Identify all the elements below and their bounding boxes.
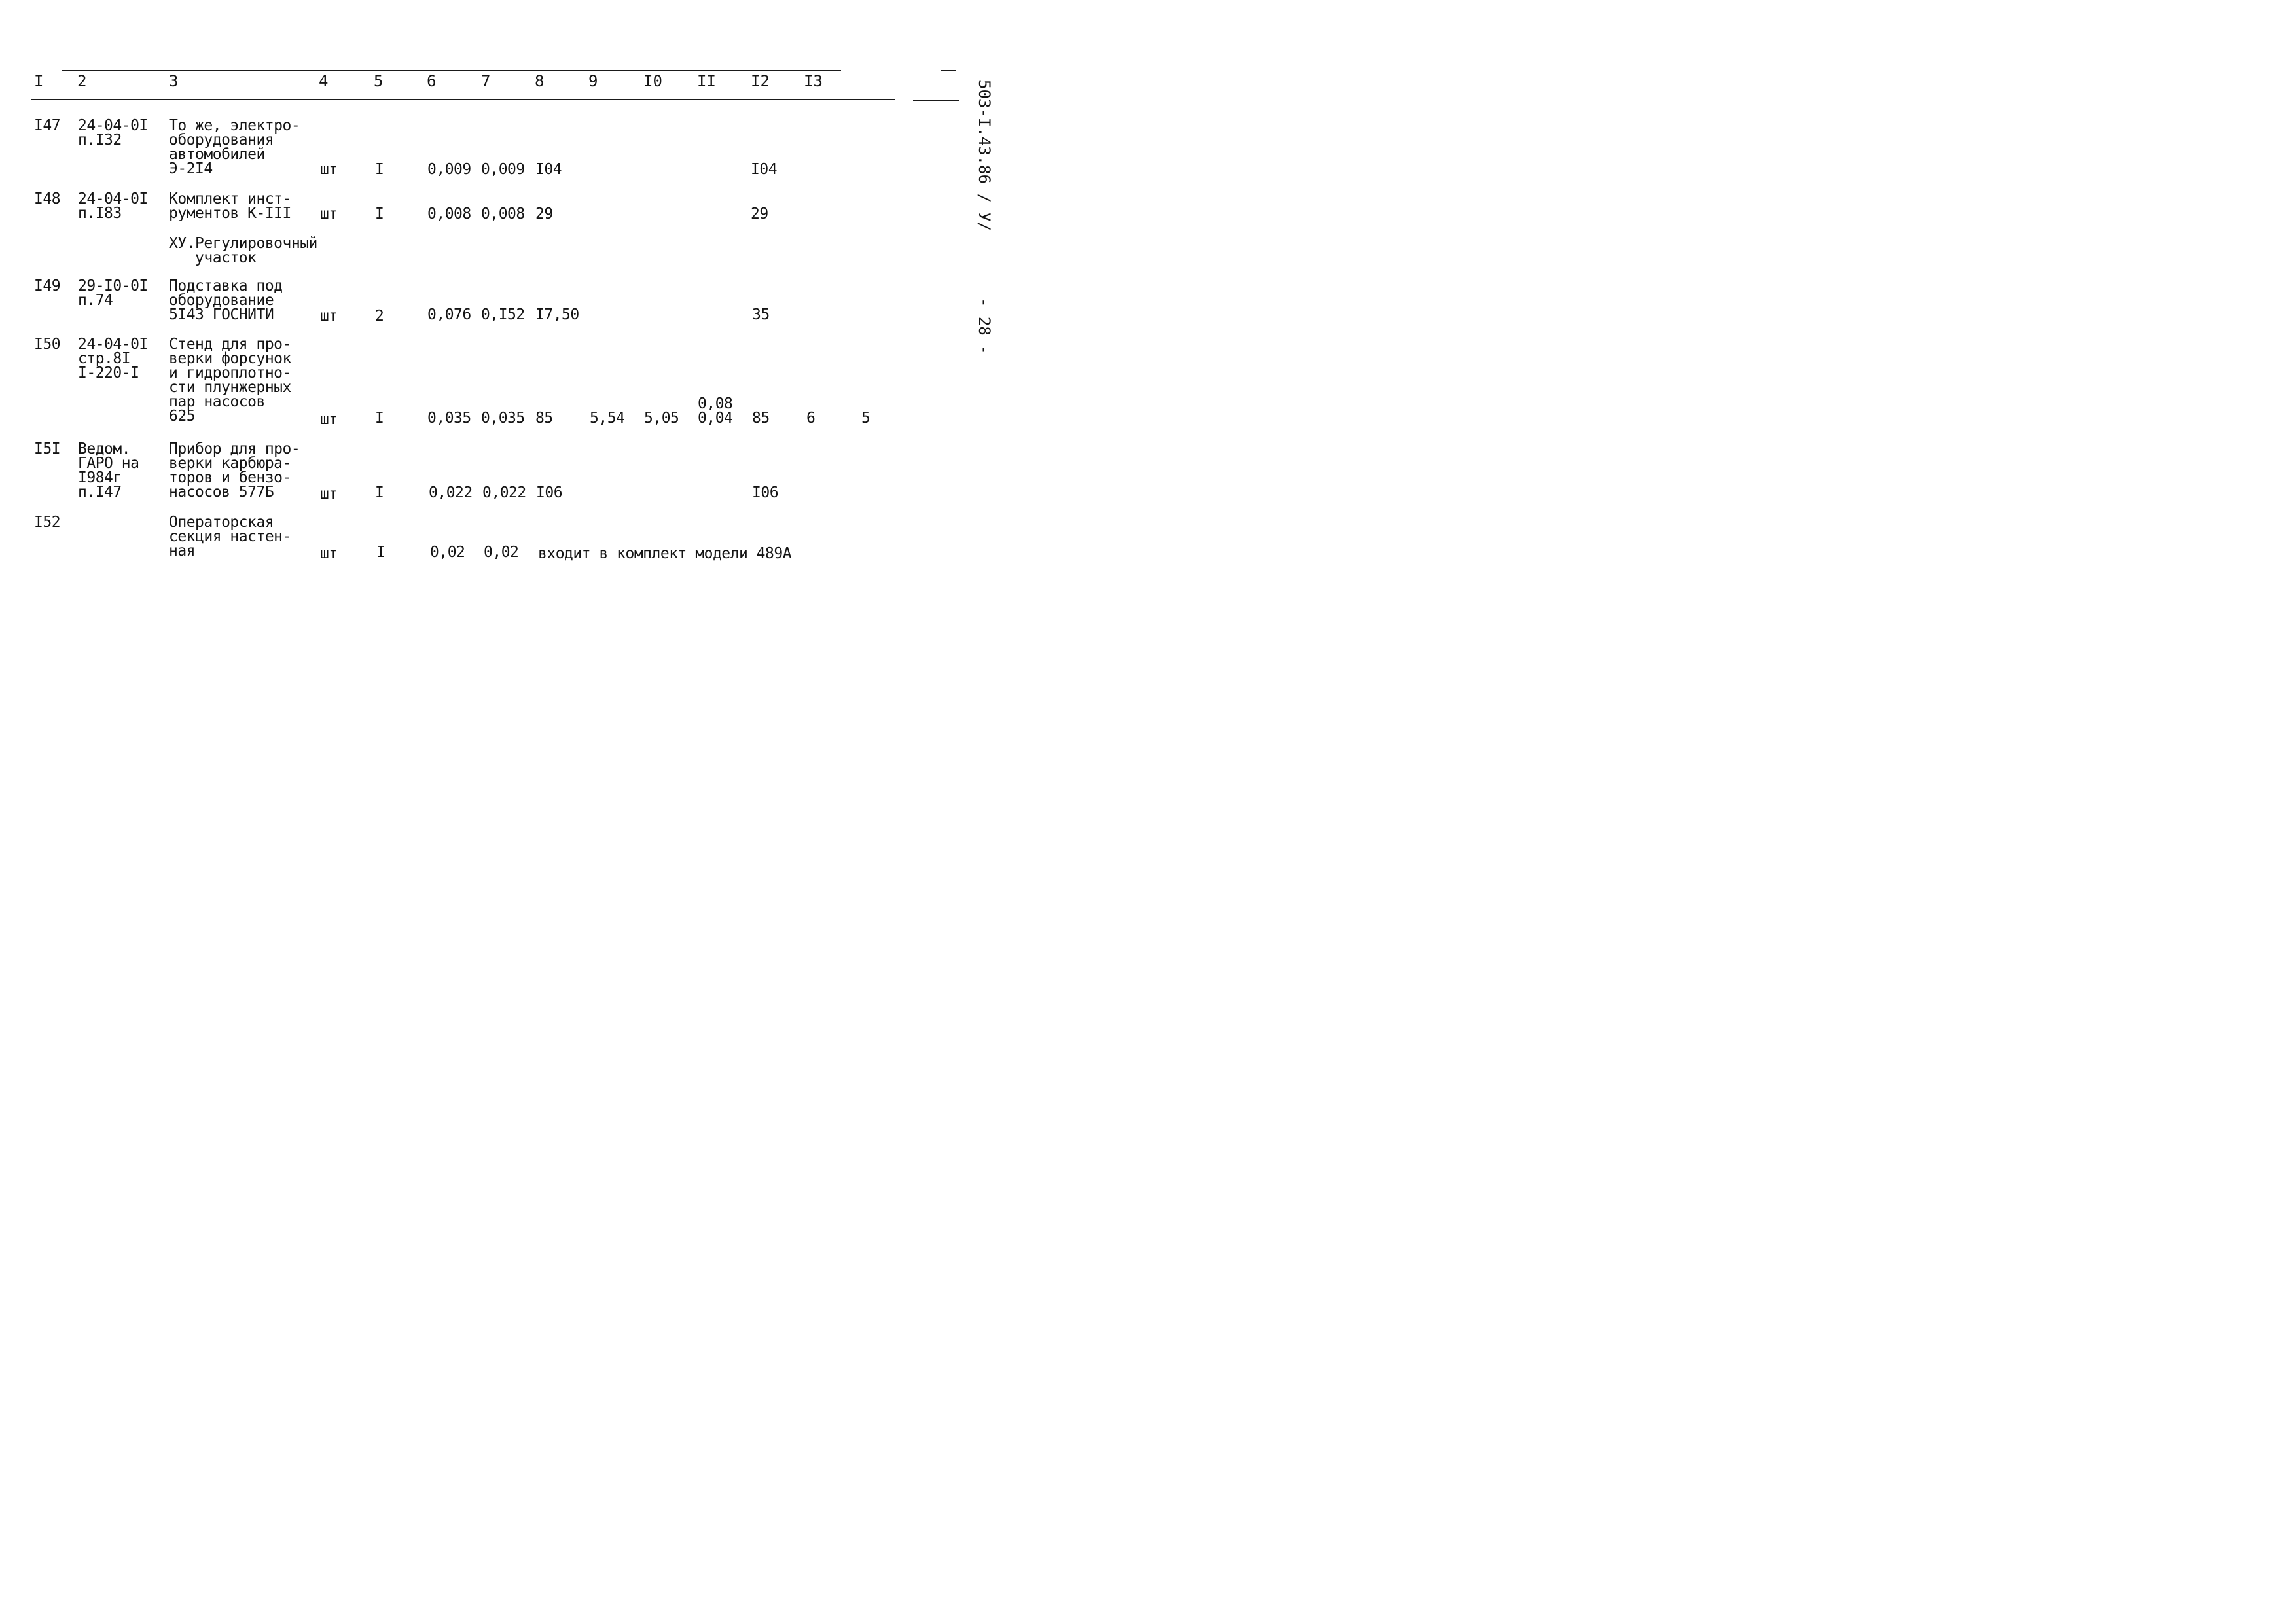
value-col-11: 0,08 0,04 xyxy=(698,395,733,427)
row-note: входит в комплект модели 489А xyxy=(538,545,792,562)
page-number: - 28 - xyxy=(975,298,994,355)
item-name: Подставка под оборудование 5I43 ГОСНИТИ xyxy=(169,277,283,323)
col-header-13: I3 xyxy=(804,72,823,90)
unit: шт xyxy=(320,545,338,562)
header-underline xyxy=(31,99,895,100)
row-number: I5I xyxy=(34,440,61,457)
quantity: I xyxy=(375,410,384,427)
value-col-7: 0,008 xyxy=(481,205,525,223)
col-header-9: 9 xyxy=(588,72,598,90)
col-header-4: 4 xyxy=(319,72,329,90)
value-col-12: I06 xyxy=(752,484,779,501)
item-name: Стенд для про- верки форсунок и гидроплотно- сти плунжерных пар насосов 625 xyxy=(169,336,291,425)
value-col-6: 0,008 xyxy=(427,205,471,223)
unit: шт xyxy=(320,308,338,325)
value-col-6: 0,02 xyxy=(430,544,465,561)
header-underline-right xyxy=(913,100,959,101)
col-header-2: 2 xyxy=(77,72,87,90)
reference: 24-04-0I стр.8I I-220-I xyxy=(78,336,148,382)
reference: 24-04-0I п.I32 xyxy=(78,117,148,149)
value-col-8: I7,50 xyxy=(535,306,579,323)
col-header-3: 3 xyxy=(169,72,179,90)
reference: 24-04-0I п.I83 xyxy=(78,190,148,222)
unit: шт xyxy=(320,486,338,503)
value-col-12: 35 xyxy=(752,306,770,323)
value-col-6: 0,035 xyxy=(427,410,471,427)
item-name: Операторская секция настен- ная xyxy=(169,514,291,560)
quantity: I xyxy=(375,205,384,223)
reference: Ведом. ГАРО на I984г п.I47 xyxy=(78,440,139,501)
top-rule-right xyxy=(941,70,956,71)
top-rule xyxy=(62,70,841,71)
unit: шт xyxy=(320,411,338,428)
value-col-12: 85 xyxy=(752,410,770,427)
section-heading: ХУ.Регулировочный участок xyxy=(169,235,317,266)
row-number: I50 xyxy=(34,336,61,353)
quantity: I xyxy=(375,161,384,178)
value-col-7: 0,035 xyxy=(481,410,525,427)
col-header-10: I0 xyxy=(643,72,662,90)
quantity: 2 xyxy=(375,308,384,325)
value-col-6: 0,009 xyxy=(427,161,471,178)
col-header-11: II xyxy=(697,72,716,90)
value-col-6: 0,022 xyxy=(429,484,473,501)
value-col-8: 29 xyxy=(535,205,553,223)
col-header-5: 5 xyxy=(374,72,384,90)
value-col-12: 29 xyxy=(751,205,768,223)
col-header-12: I2 xyxy=(751,72,770,90)
value-col-10: 5,05 xyxy=(644,410,679,427)
item-name: Комплект инст- рументов К-III xyxy=(169,190,291,222)
value-col-7: 0,I52 xyxy=(481,306,525,323)
col-header-1: I xyxy=(34,72,44,90)
unit: шт xyxy=(320,161,338,178)
value-col-12: I04 xyxy=(751,161,778,178)
quantity: I xyxy=(375,484,384,501)
unit: шт xyxy=(320,205,338,223)
value-col-8: 85 xyxy=(535,410,553,427)
value-col-6: 0,076 xyxy=(427,306,471,323)
item-name: Прибор для про- верки карбюра- торов и бензо- насосов 577Б xyxy=(169,440,300,501)
row-number: I47 xyxy=(34,117,61,134)
quantity: I xyxy=(376,544,386,561)
value-col-7: 0,02 xyxy=(484,544,519,561)
row-number: I48 xyxy=(34,190,61,207)
col-header-7: 7 xyxy=(481,72,491,90)
value-col-13: 6 xyxy=(806,410,816,427)
value-col-7: 0,009 xyxy=(481,161,525,178)
item-name: То же, электро- оборудования автомобилей Э-2I4 xyxy=(169,117,300,177)
value-col-8: I04 xyxy=(535,161,562,178)
value-col-14: 5 xyxy=(861,410,870,427)
col-header-8: 8 xyxy=(535,72,545,90)
value-col-9: 5,54 xyxy=(590,410,625,427)
row-number: I52 xyxy=(34,514,61,531)
reference: 29-I0-0I п.74 xyxy=(78,277,148,309)
row-number: I49 xyxy=(34,277,61,294)
document-code: 503-I.43.86 / У/ xyxy=(975,80,994,232)
col-header-6: 6 xyxy=(427,72,437,90)
value-col-7: 0,022 xyxy=(482,484,526,501)
value-col-8: I06 xyxy=(536,484,563,501)
